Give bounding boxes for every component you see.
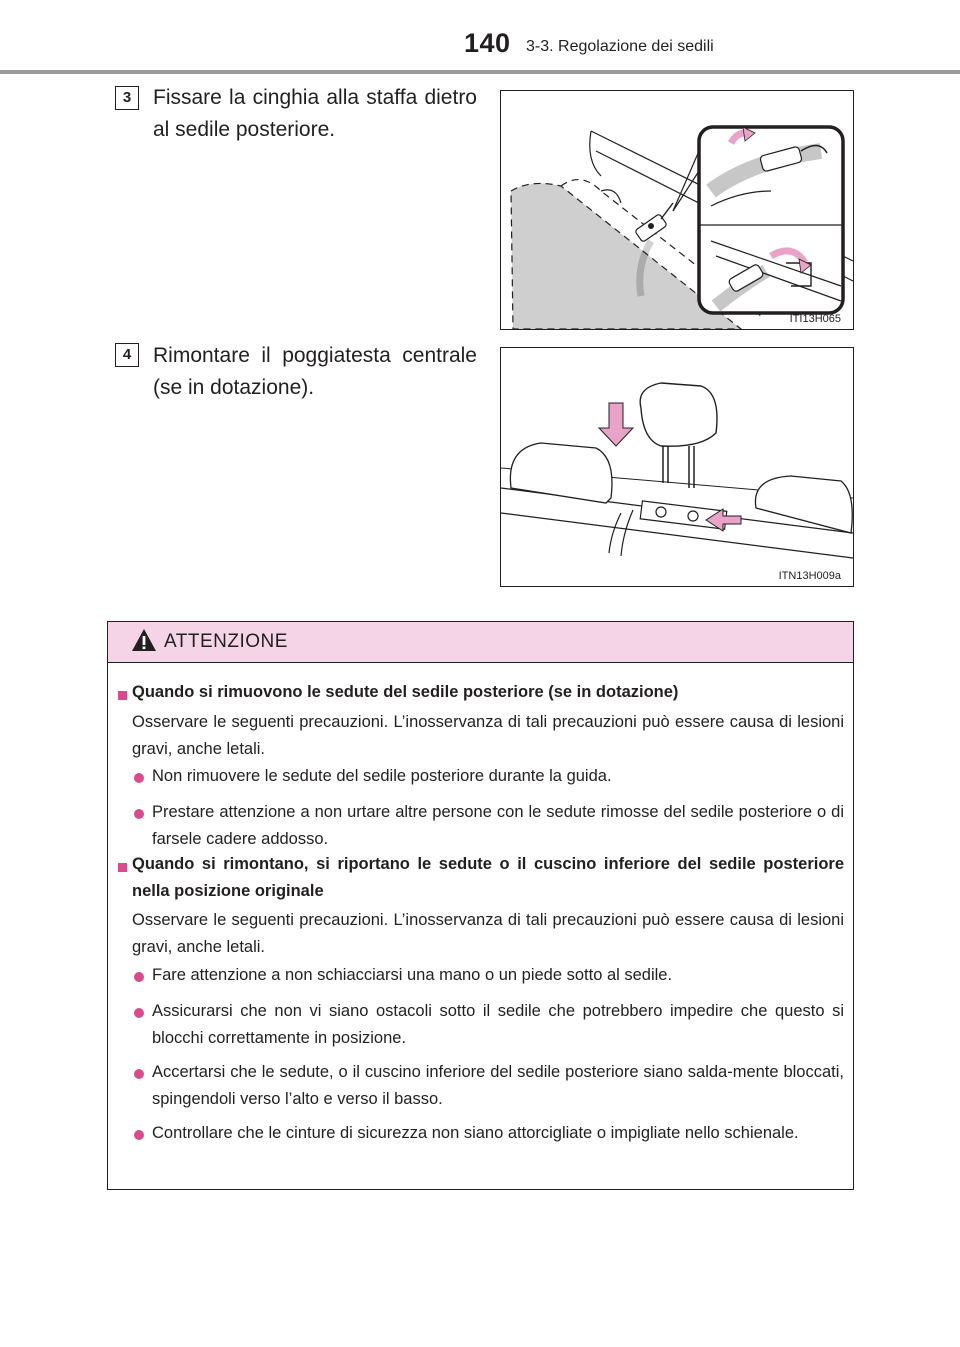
step-text-4: Rimontare il poggiatesta centrale (se in dotazione). [153, 344, 477, 399]
bullet-dot [134, 809, 144, 819]
figure-headrest [500, 347, 854, 587]
figure-strap-bracket [500, 90, 854, 330]
warning-section-heading: Quando si rimuovono le sedute del sedile posteriore (se in dotazione) [132, 683, 679, 701]
figure-code: ITN13H009a [778, 570, 841, 582]
warning-bullet: Non rimuovere le sedute del sedile posteriore durante la guida. [152, 767, 612, 785]
warning-header [108, 622, 853, 663]
bullet-dot [134, 1130, 144, 1140]
section-square-bullet [118, 691, 127, 700]
warning-section-intro: Osservare le seguenti precauzioni. L’inosservanza di tali precauzioni può essere causa di lesioni gravi, anche letali. [132, 713, 844, 758]
step-number-3: 3 [115, 86, 139, 110]
warning-triangle-icon [131, 628, 157, 652]
warning-bullet: Fare attenzione a non schiacciarsi una mano o un piede sotto al sedile. [152, 966, 673, 984]
page-number: 140 [464, 28, 511, 58]
warning-bullet: Controllare che le cinture di sicurezza non siano attorcigliate o impigliate nello schienale. [152, 1124, 799, 1142]
warning-bullet: Assicurarsi che non vi siano ostacoli sotto il sedile che potrebbero impedire che questo si blocchi correttamente in posizione. [152, 1002, 844, 1047]
figure-code: ITI13H065 [789, 313, 841, 325]
bullet-dot [134, 1069, 144, 1079]
warning-bullet: Accertarsi che le sedute, o il cuscino inferiore del sedile posteriore siano salda-mente bloccati, spingendoli verso l’alto e verso il basso. [152, 1063, 844, 1108]
step-text-3: Fissare la cinghia alla staffa dietro al sedile posteriore. [153, 86, 477, 141]
warning-bullet: Prestare attenzione a non urtare altre persone con le sedute rimosse del sedile posteriore o di farsele cadere addosso. [152, 803, 844, 848]
bullet-dot [134, 972, 144, 982]
warning-title: ATTENZIONE [164, 631, 288, 652]
warning-box [107, 621, 854, 1190]
bullet-dot [134, 773, 144, 783]
header-rule [0, 70, 960, 74]
warning-section-heading: Quando si rimontano, si riportano le sedute o il cuscino inferiore del sedile posteriore nella posizione originale [132, 855, 844, 900]
headrest-illustration [501, 348, 853, 586]
bullet-dot [134, 1008, 144, 1018]
section-title: 3-3. Regolazione dei sedili [526, 38, 714, 55]
warning-section-intro: Osservare le seguenti precauzioni. L’inosservanza di tali precauzioni può essere causa di lesioni gravi, anche letali. [132, 911, 844, 956]
step-number-4: 4 [115, 343, 139, 367]
strap-bracket-illustration [501, 91, 853, 329]
section-square-bullet [118, 863, 127, 872]
